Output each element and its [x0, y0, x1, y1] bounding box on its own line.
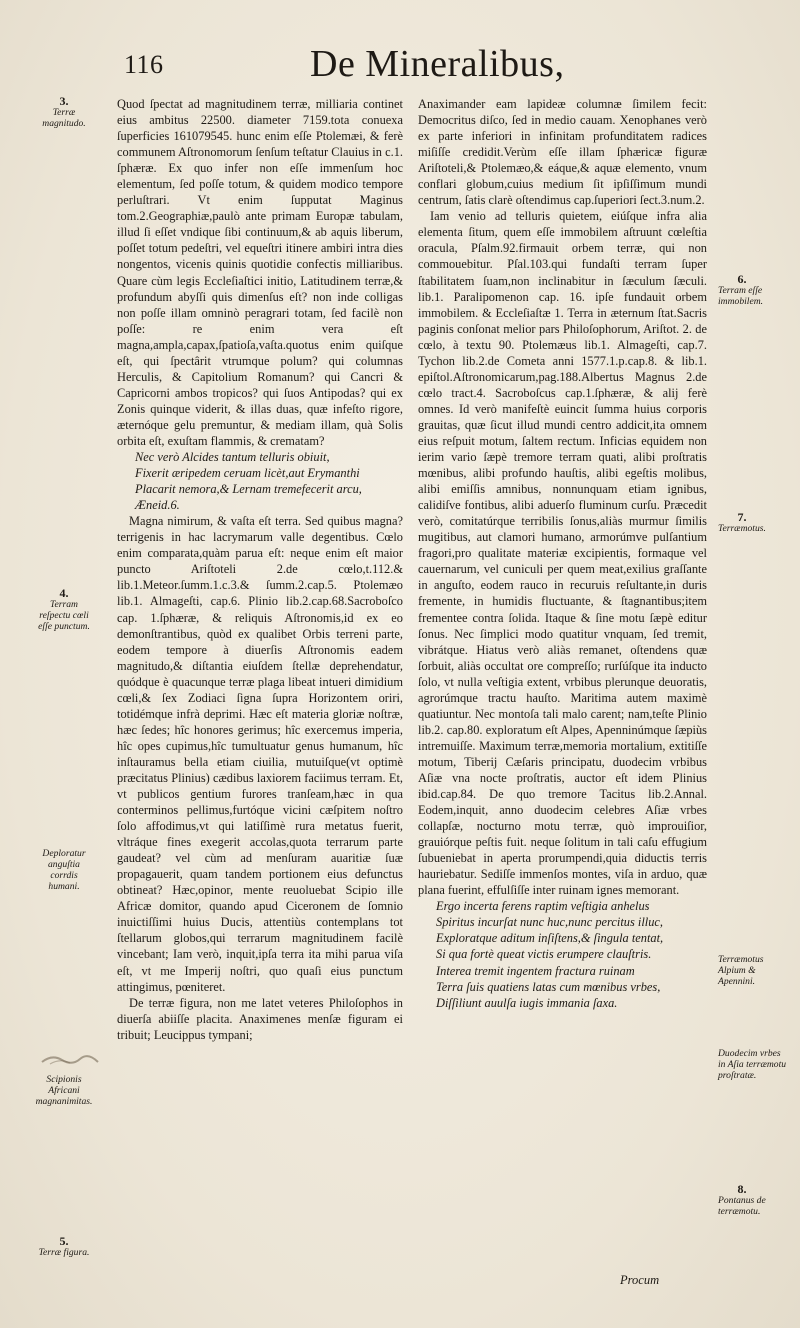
- margin-note-left-scipio: [34, 1074, 94, 1107]
- left-text-column: [117, 96, 403, 1043]
- margin-note-right-alps: [718, 954, 790, 987]
- margin-note-text: Terræ figura.: [38, 1247, 90, 1258]
- paragraph-earth-figure: De terræ figura, non me latet veteres Philoſophos in diuerſa abiiſſe placita. Anaximenes menſæ figuram ei tribuit; Leucippus tympani;: [117, 995, 403, 1042]
- page-header: [0, 44, 800, 90]
- margin-note-text: Terram reſpectu cœli eſſe punctum.: [38, 599, 90, 632]
- margin-note-text: Scipionis Africani magnanimitas.: [35, 1074, 93, 1107]
- paragraph-earth-size: Quod ſpectat ad magnitudinem terræ, milliaria continet eius ambitus 22500. diameter 7159.tota conuexa ſuperficies 161079545. hunc enim eſſe Ptolemæi, & ferè communem Aſtronomorum ſenſum teſtatur Clauius in c.1. ſphæræ. Ex quo infer non eſſe immenſum hoc elementum, ſed poſſe totum, & quidem modico tempore perluſtrari. Vt enim ſupputat Maginus tom.2.Geographiæ,paulò ante primam Europæ tabulam, illud ſi eſſet vndique ſibi continuum,& ab aquis liberum, poſſet totum pedeſtri, vel equeſtri itinere ambiri intra dies nongentos, vicenis quinis quotidie confectis milliaribus. Quare cùm legis Eccleſiaſtici initio, Latitudinem terræ,& profundum abyſſi quis dimenſus eſt? non inde colligas non poſſe illam omninò peragrari totam, ſed facilè non poſſe: re enim vera eſt magna,ampla,capax,ſpatioſa,vaſta.quotus enim quiſque eſt, qui ſpectârit vtrumque polum? qui columnas Herculis, & Capitolium Romanum? qui Cancri & Capricorni ambos tropicos? qui ſuos Antipodas? qui ex Zonis quinque viderit, & illas duas, quæ infeſto rigore, æternóque gelu premuntur, & mediam illam, quà Solis orbita eſt, exuſtam flammis, & crematam?: [117, 97, 403, 448]
- verse-line: Interea tremit ingentem fractura ruinam: [436, 963, 635, 978]
- verse-line: Spiritus incurſat nunc huc,nunc percitus illuc,: [436, 915, 664, 930]
- margin-note-right-7: [718, 512, 790, 534]
- verse-line: Exploratque aditum inſiſtens,& ſingula tentat,: [436, 931, 664, 946]
- margin-note-number: 5.: [59, 1234, 69, 1248]
- margin-note-text: Terræ magnitudo.: [42, 107, 86, 129]
- verse-line: Terra ſuis quatiens latas cum mœnibus vrbes,: [436, 979, 661, 994]
- margin-note-number: 6.: [737, 272, 747, 286]
- margin-note-number: 4.: [59, 586, 69, 600]
- verse-line: Placarit nemora,& Lernam tremefecerit arcu,: [135, 482, 362, 497]
- margin-note-text: Pontanus de terræmotu.: [718, 1195, 766, 1217]
- margin-note-right-6: [718, 274, 790, 307]
- margin-note-number: 3.: [59, 94, 69, 108]
- margin-note-left-deploratur: [34, 848, 94, 892]
- margin-note-text: Terræmotus Alpium & Apennini.: [718, 954, 764, 987]
- margin-note-right-duodecim: [718, 1048, 790, 1081]
- paragraph-anaximander: Anaximander eam lapideæ columnæ ſimilem fecit: Democritus diſco, ſed in medio cauam. Xenophanes verò ex parte inferiori in infinitam profunditatem radices miſiſſe credidit.Verùm eſſe illam ſphæricæ figuræ Ariſtoteli,& Ptolemæo,& eáque,& aquæ elemento, vnum conflari globum,cuius medium ſit ipſiſſimum mundi centrum, ſatis clarè oſtendimus cap.ſuperiori ſect.3.num.2.: [418, 97, 707, 208]
- paragraph-earth-point: Magna nimirum, & vaſta eſt terra. Sed quibus magna? terrigenis in hac lacrymarum valle degentibus. Cœlo enim comparata,quàm parua eſt: neque enim eſt maior puncto Ariſtoteli 2.de cœlo,t.112.& lib.1.Meteor.ſumm.1.c.3.& ſumm.2.cap.5. Ptolemæo lib.1. Almageſti, cap.6. Plinio lib.2.cap.68.Sacroboſco cap. 1.ſphæræ, & reliquis Aſtronomis,id ex eo demonſtrantibus, quòd ex qualibet Orbis terreni parte, eodem tempore à diuerſis Aſtronomis eadem magnitudo,& diſtantia eiuſdem ſtellæ deprehendatur, quódque è quacunque terræ plaga libeat intueri dimidium cœli,& ſex Zodiaci ſigna ſupra Horizontem oriri, totidémque infrà deprimi. Hæc eſt materia gloriæ noſtræ, hæc ſedes; hîc honores gerimus; hîc exercemus imperia, hîc opes cupimus,hîc tumultuatur genus humanum, hîc inſtauramus bella etiam ciuilia, mutuiſque(vt optimè præcitatus Plinius) cædibus laxiorem faciimus terram. Et, vt publicos gentium furores tranſeam,hæc in qua conterminos pellimus,furtóque vicini cæſpitem noſtro ſolo affodimus,vt qui latiſſimè rura metatus fuerit, vltráque fines exegerit accolas,quota terrarum parte gaudeat? vel cùm ad menſuram auaritiæ ſuæ propagauerit, quam tandem portionem eius defunctus obtineat? Hæc,opinor, mente reuoluebat Scipio ille Africæ domitor, quando apud Ciceronem de ſomnio inuictiſſimi huius Ducis, attentiùs contemplans tot ſtellarum globos,qui terrarum magnitudinem facilè vincebant; Iam verò, inquit,ipſa terra ita mihi parua viſa eſt, vt me Imperij noſtri, quo quaſi eius punctum attingimus, pœniteret.: [117, 514, 403, 994]
- margin-note-right-8: [718, 1184, 790, 1217]
- margin-note-text: Duodecim vrbes in Aſia terræmotu proſtratæ.: [718, 1048, 787, 1081]
- right-text-column: [418, 96, 707, 1011]
- running-title: De Mineralibus,: [310, 43, 565, 85]
- margin-note-left-4: [34, 588, 94, 632]
- paragraph-earth-immobile: Iam venio ad telluris quietem, eiúſque infra alia elementa ſitum, quem eſſe immobilem aſtruunt cœleſtia oracula, Pſalm.92.firmauit orbem terræ, qui non commouebitur. Pſal.103.qui fundaſti terram ſuper ſtabilitatem ſuam,non inclinabitur in ſæculum ſæculi. lib.1. Paralipomenon cap. 16. ipſe fundauit orbem immobilem. & Eccleſiaſtæ 1. Terra in æternum ſtat.Sacris paginis conſonat melior pars Philoſophorum, Ariſtot. 2. de cœlo, à textu 90. Ptolemæus lib.1. Almageſti, cap.7. Tychon lib.2.de Cometa anni 1577.1.p.cap.8. & lib.1. epiſtol.Aſtronomicarum,pag.188.Albertus Magnus 2.de cœlo tract.4. Sacroboſcus cap.1.ſphæræ, & alij ferè omnes. Id verò manifeſtè euincit ſumma huius corporis grauitas, quæ ſicut illud mundi centro addicit,ita omnem eius reſpuit motum, ſaltem rectum. Inficias equidem non ierim vario ſæpè tremore terram quati, alibi proſtratis mœnibus, alibi profundo hauſtis, alibi egeſtis molibus, alibi emiſſis amnibus, nonnunquam etiam ignibus, calidiſve fontibus, alibi aduerſo fluminum curſu. Præcedit verò, comitatúrque terribilis ſonus,aliàs murmur ſimilis mugitibus, aut clamori humano, armorúmve pulſantium fragori,pro qualitate materiæ excipientis, formaque vel cauernarum, vel cuniculi per quem meat,exilius graſſante in anguſto, eodem rauco in recuruis reſultante,in duris fremente, in humidis fluctuante, & ſtagnantibus;item frementee contra ſolida. Itaque & ſine motu ſæpè editur ſonus. Nec ſimplici modo quatitur vnquam, ſed tremit, vibrátque. Hiatus verò aliàs remanet, oſtendens quæ ſorbuit, aliàs occultat ore compreſſo; rurſúſque ita inducto ſolo, vt nulla veſtigia extent, vrbibus plerunque deuoratis, agrorúmque tractu hauſto. Maritima autem maximè quatiuntur. Nec montoſa tali malo carent; nam,teſte Plinio lib.2. cap.80. exploratum eſt Alpes, Apenninúmque ſæpiùs intremuiſſe. Maximum terræ,memoria mortalium, extitiſſe motum, Tiberij Cæſaris principatu, duodecim vrbibus Aſiæ vna nocte proſtratis, auctor eſt idem Plinius ibid.cap.84. De quo tremore Tacitus lib.2.Annal. Eodem,inquit, anno duodecim celebres Aſiæ vrbes collapſæ, nocturno motu terræ, quò improuiſior, grauiórque peſtis fuit. neque ſolitum in tali caſu effugium ſubueniebat in aperta prorumpendi,quia diductis terris hauriebatur. Sediſſe immenſos montes, viſa in arduo, quæ plana fuerint, effulſiſſe inter ruinam ignes memorant.: [418, 209, 707, 898]
- paper-tear-mark: [40, 1050, 100, 1070]
- margin-note-left-3: [34, 96, 94, 129]
- verse-line: Nec verò Alcides tantum telluris obiuit,: [135, 450, 330, 465]
- margin-note-text: Deploratur anguſtia corrdis humani.: [42, 848, 86, 892]
- margin-note-text: Terram eſſe immobilem.: [718, 285, 764, 307]
- page-number: 116: [124, 50, 164, 79]
- verse-line: Fixerit æripedem ceruam licèt,aut Erymanthi: [135, 466, 360, 481]
- verse-line: Si qua fortè queat victis erumpere clauſtris.: [436, 947, 652, 962]
- margin-note-number: 8.: [737, 1182, 747, 1196]
- verse-citation: Æneid.6.: [135, 498, 180, 513]
- margin-note-number: 7.: [737, 510, 747, 524]
- verse-line: Diſſiliunt auulſa iugis immania ſaxa.: [436, 995, 618, 1010]
- margin-note-left-5: [34, 1236, 94, 1258]
- margin-note-text: Terræmotus.: [718, 523, 766, 534]
- verse-line: Ergo incerta ferens raptim veſtigia anhelus: [436, 899, 650, 914]
- catchword: Procum: [620, 1273, 660, 1287]
